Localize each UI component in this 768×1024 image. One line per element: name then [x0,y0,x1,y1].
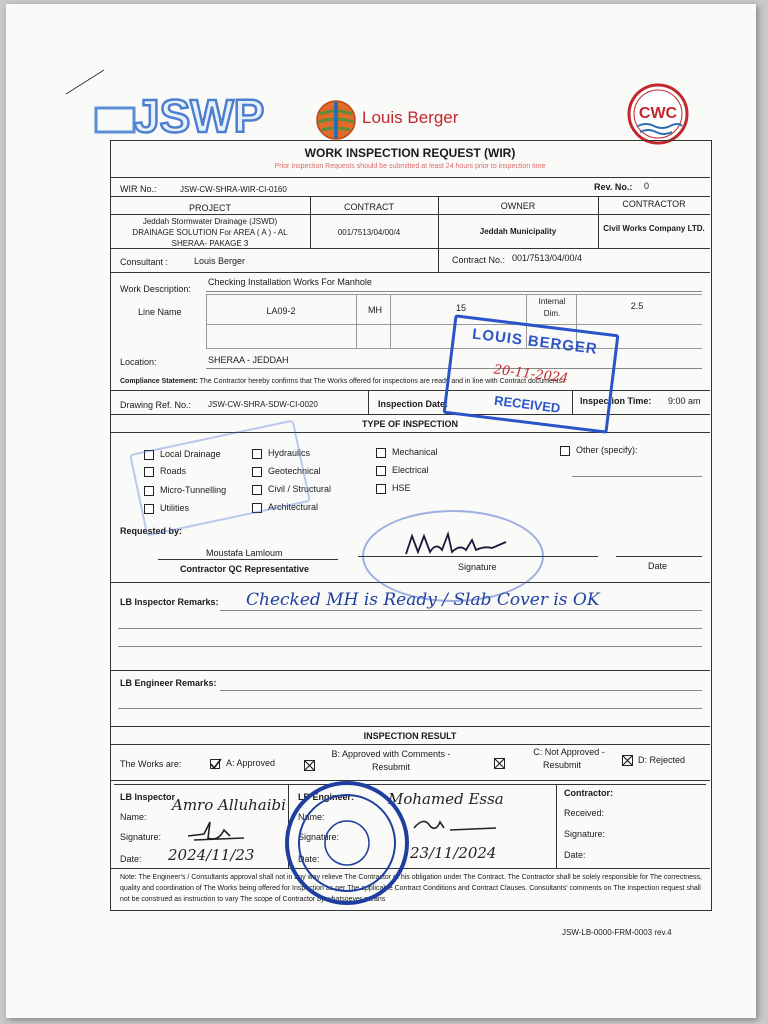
inspector-remarks-value: Checked MH is Ready / Slab Cover is OK [246,590,600,610]
line-name-value: LA09-2 [266,306,296,316]
consultant-label: Consultant : [120,257,169,267]
other-checkbox[interactable] [560,446,570,456]
result-a-checkbox[interactable] [210,759,220,769]
inspection-time-value: 9:00 am [668,396,701,406]
contractor-date-label: Date: [564,850,586,860]
contractor-value: Civil Works Company LTD. [603,224,705,233]
document-sheet [6,4,756,1018]
mh-label: MH [368,305,382,315]
result-b-label-2: Resubmit [371,762,410,772]
result-d[interactable]: D: Rejected [622,755,685,766]
engineer-name-hw: Mohamed Essa [388,790,504,808]
project-line-2: DRAINAGE SOLUTION For AREA ( A ) - AL [132,228,288,237]
compliance-statement: Compliance Statement: The Contractor hereby confirms that The Works offered for inspections are ready and in line with Contract documents. [120,378,565,385]
jswp-logo [94,88,304,140]
internal-dim-label-1: Internal [538,297,566,306]
mechanical-checkbox[interactable] [376,448,386,458]
engineer-remarks-label: LB Engineer Remarks: [120,678,217,688]
contractor-company-seal [362,510,544,602]
contract-value: 001/7513/04/00/4 [337,228,401,237]
form-subtitle: Prior Inspection Requests should be submitted at least 24 hours prior to inspection time [274,163,546,170]
contract-no-label: Contract No.: [452,255,506,265]
contractor-received-label: Received: [564,808,605,818]
louis-berger-received-stamp: LOUIS BERGER 20-11-2024 RECEIVED [443,314,620,433]
form-title: WORK INSPECTION REQUEST (WIR) [304,146,516,160]
date-label: Date [648,561,668,571]
engineer-signature [410,812,500,836]
project-line-3: SHERAA- PAKAGE 3 [171,239,249,248]
engineer-date-label: Date: [298,854,320,864]
inspector-signature-label: Signature: [120,832,162,842]
type-other[interactable]: Other (specify): [560,445,638,456]
result-a[interactable]: A: Approved [210,758,275,769]
location-value: SHERAA - JEDDAH [208,355,289,365]
work-desc-value: Checking Installation Works For Manhole [208,277,372,287]
rev-no-value: 0 [644,181,650,191]
inspector-remarks-label: LB Inspector Remarks: [120,597,219,607]
requester-role: Contractor QC Representative [180,564,310,574]
type-utilities[interactable]: Utilities [144,503,189,514]
louis-berger-text: Louis Berger [362,108,459,127]
inspector-name-hw: Amro Alluhaibi [172,796,286,814]
col-contractor: CONTRACTOR [622,199,686,209]
inspector-signature [184,816,254,844]
type-hse[interactable]: HSE [376,483,411,494]
mh-value: 15 [455,303,466,313]
type-hydraulics[interactable]: Hydraulics [252,448,310,459]
engineer-name-label: Name: [298,812,325,822]
result-b-label-1: B: Approved with Comments - [331,749,451,759]
contractor-signature-label: Signature: [564,829,606,839]
internal-dim-label-2: Dim. [543,309,561,318]
type-electrical[interactable]: Electrical [376,465,429,476]
lb-round-seal [282,778,412,908]
type-architectural[interactable]: Architectural [252,502,318,513]
result-header: INSPECTION RESULT [363,731,457,741]
col-contract: CONTRACT [344,202,394,212]
result-d-checkbox[interactable] [622,755,633,766]
type-roads[interactable]: Roads [144,466,186,477]
inspection-time-label: Inspection Time: [580,396,652,406]
svg-text:CWC: CWC [638,105,678,122]
inspection-date-label: Inspection Date: [378,399,449,409]
owner-value: Jeddah Municipality [479,227,557,236]
internal-dim-value: 2.5 [630,301,644,311]
engineer-signature-label: Signature: [298,832,340,842]
rev-no-label: Rev. No.: [594,182,633,192]
consultant-value: Louis Berger [194,256,246,266]
note-text: Note: The Engineer's / Consultants approval shall not in any way relieve The Contractor of his obligation under The Contract. The Contractor shall be solely responsible for The correctness, quality and coordination of The Works being offered for Inspection as per The applicable Contract Conditions and Contract Clauses. Consultants' comments on The Inspection request shall not be construed as instruction to vary The scope of Contractor by whatsoever means [120,874,703,903]
lb-inspector-label: LB Inspector [120,792,176,802]
pen-mark [64,66,108,98]
work-desc-label: Work Description: [120,284,191,294]
inspector-date-hw: 2024/11/23 [168,846,255,864]
result-c-checkbox[interactable] [494,756,505,774]
line-name-label: Line Name [138,307,182,317]
inspector-name-label: Name: [120,812,147,822]
electrical-checkbox[interactable] [376,466,386,476]
wir-no-label: WIR No.: [120,184,157,194]
col-owner: OWNER [500,201,536,211]
type-civil-structural[interactable]: Civil / Structural [252,484,331,495]
contractor-sign-label: Contractor: [564,788,613,798]
col-project: PROJECT [188,203,231,213]
signature-label: Signature [458,562,497,572]
svg-text:JSWP: JSWP [134,90,265,140]
type-header: TYPE OF INSPECTION [361,419,458,429]
project-line-1: Jeddah Stormwater Drainage (JSWD) [142,217,278,226]
lb-engineer-label: LB Engineer: [298,792,355,802]
type-micro-tunnelling[interactable]: Micro-Tunnelling [144,485,226,496]
requested-by-label: Requested by: [120,526,183,536]
drawing-ref-label: Drawing Ref. No.: [120,400,192,410]
requester-name: Moustafa Lamloum [206,548,283,558]
contract-no-value: 001/7513/04/00/4 [512,253,583,263]
location-label: Location: [120,357,157,367]
result-b-checkbox[interactable] [304,758,315,776]
result-c-label-1: C: Not Approved - [533,747,605,757]
inspector-date-label: Date: [120,854,142,864]
drawing-ref-value: JSW-CW-SHRA-SDW-CI-0020 [208,400,318,409]
type-geotechnical[interactable]: Geotechnical [252,466,321,477]
result-c-label-2: Resubmit [542,760,581,770]
type-local-drainage[interactable]: Local Drainage [144,449,221,460]
engineer-date-hw: 23/11/2024 [410,844,497,862]
type-mechanical[interactable]: Mechanical [376,447,438,458]
hse-checkbox[interactable] [376,484,386,494]
works-are-label: The Works are: [120,759,182,769]
footer-code: JSW-LB-0000-FRM-0003 rev.4 [562,928,672,937]
wir-no-value: JSW-CW-SHRA-WIR-CI-0160 [180,185,287,194]
